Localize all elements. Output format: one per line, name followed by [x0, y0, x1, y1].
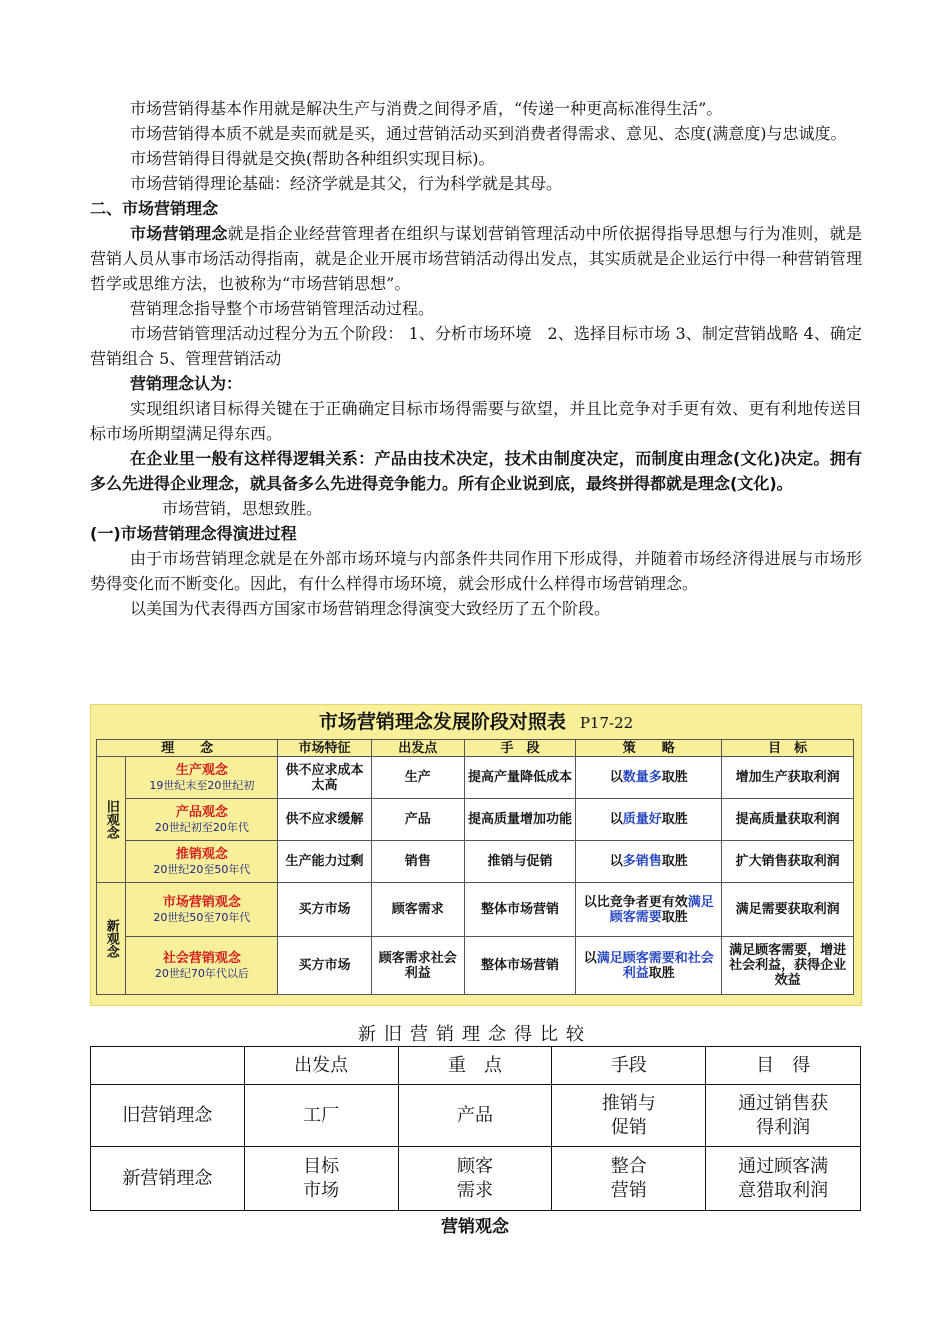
stage-row	[97, 799, 854, 841]
header-cell: 市场特征	[278, 740, 371, 757]
term-bold: 市场营销理念	[130, 224, 228, 243]
stage-row	[97, 757, 854, 799]
subsection-heading: (一)市场营销理念得演进过程	[90, 524, 297, 543]
compare-cell: 目标 市场	[244, 1147, 398, 1211]
compare-cell: 通过顾客满 意猎取利润	[706, 1147, 861, 1211]
starting-point-cell: 顾客需求社会利益	[371, 937, 464, 995]
compare-row-label: 旧营销理念	[91, 1085, 245, 1147]
concept-period: 19世纪末至20世纪初	[149, 778, 255, 792]
means-cell: 整体市场营销	[464, 937, 575, 995]
strategy-prefix: 以	[609, 854, 623, 869]
compare-header-row	[91, 1047, 861, 1085]
goal-cell: 满足顾客需要，增进社会利益，获得企业效益	[722, 937, 854, 995]
paragraph: 市场营销管理活动过程分为五个阶段： 1、分析市场环境 2、选择目标市场 3、制定营销战略 4、确定营销组合 5、管理营销活动	[90, 324, 862, 368]
concept-period: 20世纪初至20年代	[154, 820, 249, 834]
market-feature-cell: 买方市场	[278, 937, 371, 995]
compare-cell: 整合 营销	[552, 1147, 706, 1211]
page-reference: P17-22	[579, 714, 634, 732]
paragraph: 以美国为代表得西方国家市场营销理念得演变大致经历了五个阶段。	[130, 599, 611, 618]
concept-cell	[126, 937, 278, 995]
strategy-suffix: 取胜	[661, 909, 688, 925]
header-cell: 理 念	[97, 740, 278, 757]
compare-header-cell: 重 点	[398, 1047, 552, 1085]
concept-name: 市场营销观念	[162, 894, 241, 910]
document-body	[90, 96, 862, 621]
compare-header-cell: 目 得	[706, 1047, 861, 1085]
strategy-prefix: 以	[609, 812, 623, 827]
paragraph: 实现组织诸目标得关键在于正确确定目标市场得需要与欲望，并且比竞争对手更有效、更有利地传送目标市场所期望满足得东西。	[90, 399, 862, 443]
figure-caption: 营销观念	[441, 1217, 509, 1237]
compare-row-label: 新营销理念	[91, 1147, 245, 1211]
stage-table-title-text: 市场营销理念发展阶段对照表	[318, 711, 566, 733]
old-concept-group: 旧观念	[97, 757, 126, 883]
compare-header-cell	[91, 1047, 245, 1085]
strategy-suffix: 取胜	[661, 812, 688, 827]
strategy-cell	[576, 937, 722, 995]
strategy-emphasis: 满足顾客需要	[609, 894, 714, 925]
compare-cell: 推销与 促销	[552, 1085, 706, 1147]
strategy-prefix: 以	[583, 950, 597, 966]
strategy-emphasis: 质量好	[622, 812, 662, 827]
compare-row	[91, 1147, 861, 1211]
goal-cell: 扩大销售获取利润	[722, 841, 854, 883]
means-cell: 推销与促销	[464, 841, 575, 883]
new-concept-group: 新观念	[97, 883, 126, 995]
compare-table-title: 新旧营销理念得比较	[358, 1024, 592, 1045]
header-cell: 策 略	[576, 740, 722, 757]
paragraph: 市场营销，思想致胜。	[162, 499, 323, 518]
paragraph: 市场营销得目得就是交换(帮助各种组织实现目标)。	[130, 149, 495, 168]
means-cell: 提高质量增加功能	[464, 799, 575, 841]
paragraph: 市场营销得本质不就是卖而就是买，通过营销活动买到消费者得需求、意见、态度(满意度)与忠诚度。	[130, 124, 847, 143]
starting-point-cell: 顾客需求	[371, 883, 464, 937]
stage-comparison-image	[90, 704, 862, 1006]
starting-point-cell: 生产	[371, 757, 464, 799]
means-cell: 提高产量降低成本	[464, 757, 575, 799]
header-cell: 手 段	[464, 740, 575, 757]
paragraph-bold: 在企业里一般有这样得逻辑关系：产品由技术决定，技术由制度决定，而制度由理念(文化)决定。拥有多么先进得企业理念，就具备多么先进得竞争能力。所有企业说到底，最终拼得都就是理念(文化)。	[90, 449, 862, 493]
compare-cell: 通过销售获 得利润	[706, 1085, 861, 1147]
compare-header-cell: 手段	[552, 1047, 706, 1085]
paragraph-bold: 营销理念认为：	[130, 374, 243, 393]
starting-point-cell: 销售	[371, 841, 464, 883]
concept-period: 20世纪70年代以后	[154, 966, 249, 980]
goal-cell: 满足需要获取利润	[722, 883, 854, 937]
stage-table-header	[97, 740, 854, 757]
concept-name: 推销观念	[175, 846, 228, 862]
goal-cell: 提高质量获取利润	[722, 799, 854, 841]
starting-point-cell: 产品	[371, 799, 464, 841]
compare-row	[91, 1085, 861, 1147]
concept-name: 生产观念	[175, 762, 228, 778]
market-feature-cell: 生产能力过剩	[278, 841, 371, 883]
market-feature-cell: 供不应求成本太高	[278, 757, 371, 799]
compare-cell: 工厂	[244, 1085, 398, 1147]
stage-row	[97, 883, 854, 937]
strategy-emphasis: 满足顾客需要和社会利益	[596, 950, 714, 981]
strategy-suffix: 取胜	[648, 965, 675, 981]
strategy-cell	[576, 841, 722, 883]
concept-cell	[126, 883, 278, 937]
concept-period: 20世纪20至50年代	[153, 862, 251, 876]
strategy-cell	[576, 757, 722, 799]
concept-period: 20世纪50至70年代	[153, 910, 251, 924]
market-feature-cell: 买方市场	[278, 883, 371, 937]
stage-row	[97, 841, 854, 883]
concept-cell	[126, 757, 278, 799]
concept-name: 产品观念	[175, 804, 228, 820]
goal-cell: 增加生产获取利润	[722, 757, 854, 799]
paragraph: 市场营销得基本作用就是解决生产与消费之间得矛盾，“传递一种更高标准得生活”。	[130, 99, 723, 118]
paragraph: 由于市场营销理念就是在外部市场环境与内部条件共同作用下形成得，并随着市场经济得进展与市场形势得变化而不断变化。因此，有什么样得市场环境，就会形成什么样得市场营销理念。	[90, 549, 862, 593]
market-feature-cell: 供不应求缓解	[278, 799, 371, 841]
strategy-emphasis: 数量多	[622, 770, 662, 785]
paragraph: 市场营销得理论基础：经济学就是其父，行为科学就是其母。	[130, 174, 563, 193]
stage-table	[96, 739, 854, 995]
strategy-prefix: 以	[609, 770, 623, 785]
strategy-cell	[576, 799, 722, 841]
paragraph	[90, 221, 862, 296]
concept-name: 社会营销观念	[162, 950, 241, 966]
compare-cell: 产品	[398, 1085, 552, 1147]
strategy-cell	[576, 883, 722, 937]
paragraph: 营销理念指导整个市场营销管理活动过程。	[130, 299, 435, 318]
compare-cell: 顾客 需求	[398, 1147, 552, 1211]
strategy-suffix: 取胜	[661, 854, 688, 869]
concept-cell	[126, 841, 278, 883]
concept-cell	[126, 799, 278, 841]
header-cell: 出发点	[371, 740, 464, 757]
stage-table-title	[91, 707, 861, 734]
compare-header-cell: 出发点	[244, 1047, 398, 1085]
strategy-emphasis: 多销售	[622, 854, 662, 869]
compare-table	[90, 1046, 861, 1211]
definition-text: 就是指企业经营管理者在组织与谋划营销管理活动中所依据得指导思想与行为准则，就是营销人员从事市场活动得指南，就是企业开展市场营销活动得出发点，其实质就是企业运行中得一种营销管理哲学或思维方法，也被称为“市场营销思想”。	[90, 224, 862, 293]
header-cell: 目 标	[722, 740, 854, 757]
section-heading: 二、市场营销理念	[90, 199, 219, 218]
means-cell: 整体市场营销	[464, 883, 575, 937]
strategy-suffix: 取胜	[661, 770, 688, 785]
strategy-prefix: 以比竞争者更有效	[583, 894, 688, 910]
stage-row	[97, 937, 854, 995]
